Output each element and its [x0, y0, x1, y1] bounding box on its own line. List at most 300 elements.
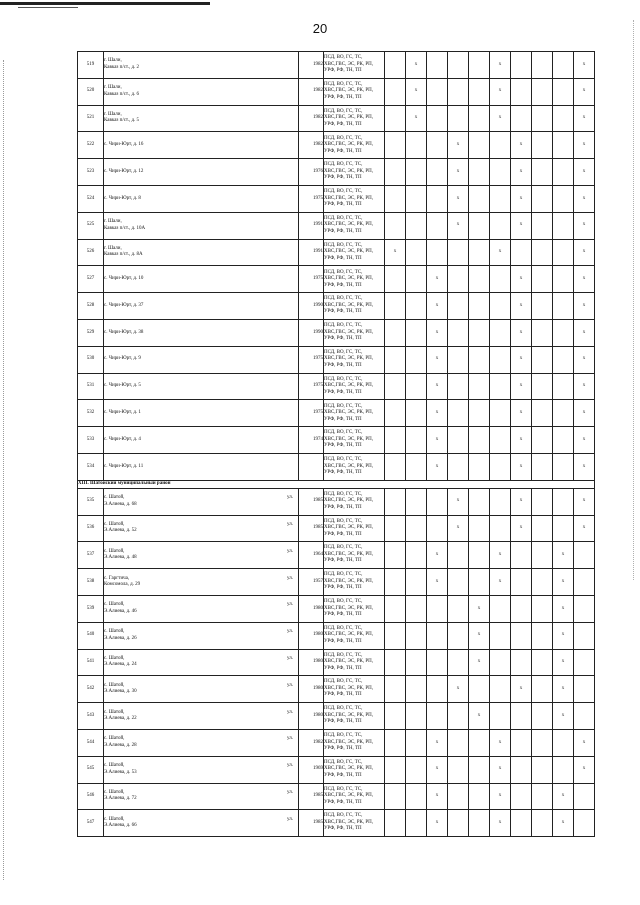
table-row	[78, 542, 595, 569]
build-year: 1969	[299, 756, 324, 783]
services-line: ХВС,ГВС, ЭС, РК, РП,	[324, 525, 373, 531]
street-abbrev: ул.	[286, 548, 293, 554]
mark-cell	[511, 105, 532, 132]
mark-cell	[511, 78, 532, 105]
services-line: ХВС,ГВС, ЭС, РК, РП,	[324, 61, 373, 67]
address-cell	[104, 319, 299, 346]
mark-cell	[469, 346, 490, 373]
services-line: УРФ, РФ, ТН, ТП	[324, 336, 362, 342]
mark-cell: х	[469, 649, 490, 676]
services-line: ХВС,ГВС, ЭС, РК, РП,	[324, 551, 373, 557]
mark-cell	[427, 159, 448, 186]
mark-cell: х	[574, 78, 595, 105]
table-row	[78, 159, 595, 186]
mark-cell	[490, 185, 511, 212]
mark-cell: х	[385, 239, 406, 266]
mark-cell: х	[574, 488, 595, 515]
services-line: ХВС,ГВС, ЭС, РК, РП,	[324, 276, 373, 282]
mark-cell	[553, 212, 574, 239]
mark-cell	[574, 649, 595, 676]
services-list	[324, 293, 385, 320]
build-year: 1990	[299, 319, 324, 346]
mark-cell	[385, 400, 406, 427]
table-row	[78, 783, 595, 810]
address-line-2: Э.Алиева, д. 46	[104, 608, 137, 614]
mark-cell: х	[490, 783, 511, 810]
mark-cell	[574, 676, 595, 703]
mark-cell	[448, 703, 469, 730]
mark-cell	[448, 266, 469, 293]
row-number: 543	[78, 703, 104, 730]
mark-cell: х	[448, 185, 469, 212]
mark-cell: х	[490, 729, 511, 756]
build-year: 1957	[299, 569, 324, 596]
mark-cell	[469, 373, 490, 400]
table-row	[78, 319, 595, 346]
services-line: УРФ, РФ, ТН, ТП	[324, 638, 362, 644]
build-year: 1976	[299, 159, 324, 186]
mark-cell	[511, 239, 532, 266]
build-year: 1991	[299, 212, 324, 239]
services-line: ПСД, ВО, ГС, ТС,	[324, 759, 363, 765]
mark-cell: х	[490, 105, 511, 132]
mark-cell	[532, 239, 553, 266]
mark-cell	[490, 649, 511, 676]
mark-cell	[448, 239, 469, 266]
address-line-1: с. Чири-Юрт, д. 8	[104, 195, 141, 201]
mark-cell	[490, 676, 511, 703]
mark-cell: х	[490, 239, 511, 266]
mark-cell	[406, 266, 427, 293]
mark-cell	[469, 783, 490, 810]
address-line-2: Э.Алиева, д. 24	[104, 662, 137, 668]
mark-cell	[406, 622, 427, 649]
services-line: ПСД, ВО, ГС, ТС,	[324, 108, 363, 114]
mark-cell	[490, 319, 511, 346]
mark-cell	[427, 515, 448, 542]
services-line: ПСД, ВО, ГС, ТС,	[324, 652, 363, 658]
mark-cell: х	[490, 78, 511, 105]
address-line-2: Кавказ п/ст., д. 6	[104, 91, 140, 97]
mark-cell	[490, 132, 511, 159]
services-list	[324, 783, 385, 810]
mark-cell	[385, 78, 406, 105]
services-line: ХВС,ГВС, ЭС, РК, РП,	[324, 685, 373, 691]
address-line-1: с. Чири-Юрт, д. 37	[104, 302, 144, 308]
mark-cell	[511, 595, 532, 622]
services-line: ХВС,ГВС, ЭС, РК, РП,	[324, 356, 373, 362]
mark-cell	[469, 132, 490, 159]
build-year: 1982	[299, 132, 324, 159]
build-year: 1975	[299, 373, 324, 400]
address-line-2: Э.Алиева, д. 28	[104, 742, 137, 748]
mark-cell	[553, 105, 574, 132]
services-list	[324, 703, 385, 730]
table-row	[78, 105, 595, 132]
mark-cell	[385, 427, 406, 454]
mark-cell: х	[574, 159, 595, 186]
street-abbrev: ул.	[286, 763, 293, 769]
mark-cell	[553, 132, 574, 159]
address-cell	[104, 488, 299, 515]
address-line-1: с. Чири-Юрт, д. 4	[104, 436, 141, 442]
mark-cell: х	[511, 515, 532, 542]
table-row	[78, 703, 595, 730]
mark-cell	[385, 212, 406, 239]
mark-cell	[385, 319, 406, 346]
services-line: ПСД, ВО, ГС, ТС,	[324, 162, 363, 168]
mark-cell	[469, 676, 490, 703]
mark-cell	[532, 293, 553, 320]
services-line: УРФ, РФ, ТН, ТП	[324, 175, 362, 181]
services-line: ХВС,ГВС, ЭС, РК, РП,	[324, 142, 373, 148]
mark-cell	[406, 346, 427, 373]
mark-cell	[385, 595, 406, 622]
mark-cell: х	[490, 542, 511, 569]
mark-cell	[469, 319, 490, 346]
services-list	[324, 159, 385, 186]
mark-cell: х	[511, 427, 532, 454]
mark-cell: х	[490, 756, 511, 783]
mark-cell	[532, 810, 553, 837]
services-line: УРФ, РФ, ТН, ТП	[324, 255, 362, 261]
row-number: 533	[78, 427, 104, 454]
mark-cell: х	[511, 373, 532, 400]
services-list	[324, 346, 385, 373]
build-year: 1980	[299, 676, 324, 703]
mark-cell: х	[427, 266, 448, 293]
mark-cell	[553, 756, 574, 783]
mark-cell	[532, 595, 553, 622]
build-year: 1982	[299, 52, 324, 79]
mark-cell	[553, 319, 574, 346]
address-line-1: с. Шатой,	[104, 789, 125, 795]
mark-cell: х	[511, 159, 532, 186]
mark-cell: х	[511, 132, 532, 159]
table-body-before	[78, 52, 595, 481]
row-number: 538	[78, 569, 104, 596]
services-line: ХВС,ГВС, ЭС, РК, РП,	[324, 410, 373, 415]
services-line: ПСД, ВО, ГС, ТС,	[324, 457, 363, 463]
address-cell	[104, 427, 299, 454]
build-year	[299, 453, 324, 480]
build-year: 1964	[299, 542, 324, 569]
mark-cell	[427, 703, 448, 730]
row-number: 528	[78, 293, 104, 320]
services-line: УРФ, РФ, ТН, ТП	[324, 202, 362, 208]
mark-cell: х	[427, 319, 448, 346]
mark-cell	[385, 783, 406, 810]
services-line: ХВС,ГВС, ЭС, РК, РП,	[324, 578, 373, 584]
row-number: 545	[78, 756, 104, 783]
services-line: УРФ, РФ, ТН, ТП	[324, 121, 362, 127]
address-cell	[104, 756, 299, 783]
services-line: УРФ, РФ, ТН, ТП	[324, 531, 362, 537]
services-list	[324, 569, 385, 596]
mark-cell	[469, 266, 490, 293]
mark-cell	[532, 185, 553, 212]
services-line: ПСД, ВО, ГС, ТС,	[324, 572, 363, 578]
mark-cell	[385, 515, 406, 542]
services-line: ХВС,ГВС, ЭС, РК, РП,	[324, 436, 373, 442]
mark-cell: х	[406, 52, 427, 79]
mark-cell: х	[511, 346, 532, 373]
services-line: УРФ, РФ, ТН, ТП	[324, 228, 362, 234]
mark-cell	[406, 453, 427, 480]
services-line: ПСД, ВО, ГС, ТС,	[324, 323, 363, 329]
table-row	[78, 569, 595, 596]
services-line: УРФ, РФ, ТН, ТП	[324, 558, 362, 564]
services-line: ПСД, ВО, ГС, ТС,	[324, 733, 363, 739]
mark-cell: х	[511, 453, 532, 480]
table-row	[78, 266, 595, 293]
street-abbrev: ул.	[286, 602, 293, 608]
address-line-1: с. Чири-Юрт, д. 11	[104, 463, 144, 469]
address-cell	[104, 105, 299, 132]
mark-cell	[553, 52, 574, 79]
mark-cell: х	[553, 542, 574, 569]
mark-cell: х	[427, 427, 448, 454]
mark-cell: х	[427, 810, 448, 837]
table-row	[78, 212, 595, 239]
table-row	[78, 346, 595, 373]
address-cell	[104, 373, 299, 400]
table-row	[78, 649, 595, 676]
mark-cell	[490, 400, 511, 427]
mark-cell: х	[574, 373, 595, 400]
mark-cell: х	[427, 293, 448, 320]
build-year: 1985	[299, 515, 324, 542]
mark-cell	[406, 427, 427, 454]
address-cell	[104, 810, 299, 837]
build-year: 1980	[299, 595, 324, 622]
street-abbrev: ул.	[286, 816, 293, 822]
services-line: УРФ, РФ, ТН, ТП	[324, 309, 362, 315]
build-year: 1975	[299, 185, 324, 212]
street-abbrev: ул.	[286, 682, 293, 688]
build-year: 1980	[299, 649, 324, 676]
mark-cell: х	[448, 159, 469, 186]
mark-cell: х	[490, 569, 511, 596]
mark-cell	[448, 756, 469, 783]
address-line-2: Кавказ п/ст., д. 10А	[104, 225, 146, 231]
row-number: 529	[78, 319, 104, 346]
mark-cell	[427, 105, 448, 132]
address-line-1: с. Гаргтича,	[104, 575, 130, 581]
mark-cell	[574, 622, 595, 649]
mark-cell	[406, 810, 427, 837]
mark-cell	[448, 453, 469, 480]
mark-cell: х	[553, 569, 574, 596]
address-line-2: Э.Алиева, д. 26	[104, 635, 137, 641]
address-line-2: Кавказ п/ст., д. 5	[104, 118, 140, 124]
mark-cell: х	[448, 132, 469, 159]
services-line: УРФ, РФ, ТН, ТП	[324, 799, 362, 805]
mark-cell	[553, 515, 574, 542]
address-line-1: с. Шатой,	[104, 521, 125, 527]
street-abbrev: ул.	[286, 629, 293, 635]
mark-cell	[469, 453, 490, 480]
mark-cell	[511, 703, 532, 730]
mark-cell: х	[427, 569, 448, 596]
mark-cell	[448, 595, 469, 622]
table-row	[78, 185, 595, 212]
mark-cell	[553, 427, 574, 454]
street-abbrev: ул.	[286, 575, 293, 581]
mark-cell	[385, 52, 406, 79]
mark-cell	[553, 266, 574, 293]
row-number: 539	[78, 595, 104, 622]
address-line-2: Э.Алиева, д. 30	[104, 689, 137, 695]
mark-cell: х	[427, 453, 448, 480]
address-cell	[104, 400, 299, 427]
mark-cell	[574, 542, 595, 569]
address-cell	[104, 515, 299, 542]
row-number: 544	[78, 729, 104, 756]
mark-cell: х	[511, 212, 532, 239]
mark-cell	[406, 373, 427, 400]
table-row	[78, 132, 595, 159]
services-list	[324, 319, 385, 346]
services-line: ХВС,ГВС, ЭС, РК, РП,	[324, 222, 373, 228]
services-list	[324, 488, 385, 515]
mark-cell: х	[469, 622, 490, 649]
mark-cell	[406, 569, 427, 596]
mark-cell	[385, 569, 406, 596]
mark-cell	[553, 346, 574, 373]
mark-cell: х	[574, 132, 595, 159]
mark-cell	[469, 729, 490, 756]
table-row	[78, 78, 595, 105]
mark-cell: х	[511, 488, 532, 515]
mark-cell: х	[553, 676, 574, 703]
table-row	[78, 676, 595, 703]
section-header	[78, 480, 595, 488]
services-list	[324, 78, 385, 105]
services-list	[324, 132, 385, 159]
row-number: 534	[78, 453, 104, 480]
mark-cell	[532, 515, 553, 542]
table-row	[78, 810, 595, 837]
mark-cell	[532, 132, 553, 159]
address-line-1: с. Шатой,	[104, 763, 125, 769]
services-line: УРФ, РФ, ТН, ТП	[324, 470, 362, 476]
table-row	[78, 595, 595, 622]
mark-cell	[511, 729, 532, 756]
table-row	[78, 622, 595, 649]
address-cell	[104, 346, 299, 373]
mark-cell	[532, 266, 553, 293]
address-line-1: с. Чири-Юрт, д. 9	[104, 356, 141, 362]
mark-cell: х	[553, 622, 574, 649]
mark-cell	[448, 569, 469, 596]
address-cell	[104, 542, 299, 569]
table-row	[78, 729, 595, 756]
address-line-1: г. Шали,	[104, 58, 122, 64]
mark-cell	[385, 622, 406, 649]
mark-cell	[448, 810, 469, 837]
mark-cell	[532, 453, 553, 480]
build-year: 1991	[299, 239, 324, 266]
mark-cell	[406, 239, 427, 266]
mark-cell	[427, 239, 448, 266]
mark-cell	[553, 185, 574, 212]
mark-cell	[448, 783, 469, 810]
services-line: ХВС,ГВС, ЭС, РК, РП,	[324, 249, 373, 255]
address-line-2: Э.Алиева, д. 48	[104, 555, 137, 561]
address-line-1: с. Чири-Юрт, д. 1	[104, 410, 141, 415]
services-line: ХВС,ГВС, ЭС, РК, РП,	[324, 793, 373, 799]
build-year: 1975	[299, 400, 324, 427]
services-line: ПСД, ВО, ГС, ТС,	[324, 491, 363, 497]
mark-cell	[532, 105, 553, 132]
address-line-1: г. Шали,	[104, 245, 122, 251]
address-line-2: Э.Алиева, д. 68	[104, 501, 137, 507]
mark-cell	[385, 185, 406, 212]
street-abbrev: ул.	[286, 789, 293, 795]
services-line: ПСД, ВО, ГС, ТС,	[324, 518, 363, 524]
address-cell	[104, 595, 299, 622]
address-cell	[104, 649, 299, 676]
services-line: ХВС,ГВС, ЭС, РК, РП,	[324, 168, 373, 174]
mark-cell	[448, 52, 469, 79]
mark-cell	[385, 373, 406, 400]
mark-cell	[385, 676, 406, 703]
mark-cell: х	[574, 293, 595, 320]
address-line-2: Э.Алиева, д. 53	[104, 769, 137, 775]
mark-cell: х	[553, 810, 574, 837]
table-row	[78, 239, 595, 266]
mark-cell: х	[427, 400, 448, 427]
address-cell	[104, 132, 299, 159]
services-line: ХВС,ГВС, ЭС, РК, РП,	[324, 712, 373, 718]
housing-register-table	[77, 51, 595, 837]
mark-cell	[385, 488, 406, 515]
services-line: ПСД, ВО, ГС, ТС,	[324, 269, 363, 275]
mark-cell: х	[574, 239, 595, 266]
mark-cell	[427, 212, 448, 239]
services-line: ПСД, ВО, ГС, ТС,	[324, 786, 363, 792]
services-line: УРФ, РФ, ТН, ТП	[324, 612, 362, 618]
services-line: УРФ, РФ, ТН, ТП	[324, 826, 362, 832]
address-cell	[104, 676, 299, 703]
services-list	[324, 810, 385, 837]
address-line-1: с. Шатой,	[104, 736, 125, 742]
mark-cell	[427, 649, 448, 676]
mark-cell: х	[574, 185, 595, 212]
row-number: 536	[78, 515, 104, 542]
mark-cell	[532, 569, 553, 596]
mark-cell	[448, 427, 469, 454]
mark-cell	[532, 159, 553, 186]
mark-cell	[469, 293, 490, 320]
build-year: 1990	[299, 293, 324, 320]
mark-cell	[511, 52, 532, 79]
build-year: 1974	[299, 427, 324, 454]
address-line-2: Кавказ п/ст., д. 8А	[104, 252, 143, 258]
services-line: УРФ, РФ, ТН, ТП	[324, 772, 362, 778]
mark-cell	[532, 212, 553, 239]
mark-cell: х	[448, 212, 469, 239]
mark-cell: х	[448, 488, 469, 515]
mark-cell: х	[427, 542, 448, 569]
mark-cell	[532, 703, 553, 730]
mark-cell	[469, 427, 490, 454]
mark-cell	[469, 78, 490, 105]
mark-cell	[385, 266, 406, 293]
street-abbrev: ул.	[286, 709, 293, 715]
mark-cell: х	[574, 427, 595, 454]
